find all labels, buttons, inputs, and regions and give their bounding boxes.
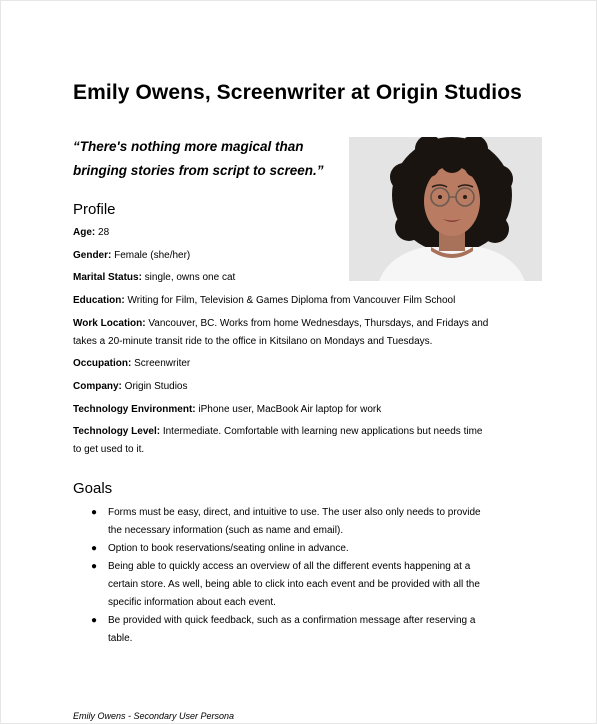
profile-field-education xyxy=(73,292,455,310)
field-value-line-2: to get used to it. xyxy=(73,444,145,455)
field-value: Writing for Film, Television & Games Diploma from Vancouver Film School xyxy=(124,295,456,306)
goal-line: table. xyxy=(108,633,133,644)
document-title: Emily Owens, Screenwriter at Origin Studios xyxy=(73,81,522,104)
field-value: iPhone user, MacBook Air laptop for work xyxy=(195,404,382,415)
quote-line-1: “There's nothing more magical than xyxy=(73,139,304,154)
field-value: Origin Studios xyxy=(121,381,188,392)
quote-line-2: bringing stories from script to screen.” xyxy=(73,163,324,178)
profile-field-gender xyxy=(73,247,190,265)
field-value: Female (she/her) xyxy=(111,250,191,261)
goal-line: Forms must be easy, direct, and intuitive to use. The user also only needs to provide xyxy=(108,507,481,518)
goal-line: certain store. As well, being able to click into each event and be provided with all the xyxy=(108,579,480,590)
list-item xyxy=(73,540,523,558)
field-label: Technology Level: xyxy=(73,426,161,437)
field-label: Technology Environment: xyxy=(73,404,196,415)
persona-photo xyxy=(349,137,542,281)
goal-line: the necessary information (such as name and email). xyxy=(108,525,344,536)
field-label: Company: xyxy=(73,381,122,392)
field-label: Education: xyxy=(73,295,125,306)
page-footer: Emily Owens - Secondary User Persona xyxy=(73,711,235,721)
profile-field-marital-status xyxy=(73,269,235,287)
field-value: Vancouver, BC. Works from home Wednesdays, Thursdays, and Fridays and xyxy=(145,318,489,329)
goal-line: Being able to quickly access an overview of all the different events happening at a xyxy=(108,561,471,572)
field-label: Age: xyxy=(73,227,96,238)
profile-heading: Profile xyxy=(73,201,116,218)
field-value: 28 xyxy=(95,227,110,238)
profile-field-technology-environment xyxy=(73,401,381,419)
bullet-icon: ● xyxy=(91,507,98,518)
list-item xyxy=(73,504,523,540)
profile-field-occupation xyxy=(73,355,190,373)
bullet-icon: ● xyxy=(91,543,98,554)
list-item xyxy=(73,612,523,648)
profile-field-technology-level xyxy=(73,423,482,459)
persona-quote xyxy=(73,135,343,183)
field-value-line-2: takes a 20-minute transit ride to the office in Kitsilano on Mondays and Tuesdays. xyxy=(73,336,433,347)
field-label: Gender: xyxy=(73,250,112,261)
profile-field-age xyxy=(73,224,109,242)
goal-line: Option to book reservations/seating online in advance. xyxy=(108,543,349,554)
field-value: single, owns one cat xyxy=(141,272,236,283)
list-item xyxy=(73,558,523,612)
field-value: Screenwriter xyxy=(131,358,191,369)
field-label: Marital Status: xyxy=(73,272,142,283)
persona-portrait-illustration xyxy=(349,137,542,281)
goal-line: Be provided with quick feedback, such as a confirmation message after reserving a xyxy=(108,615,476,626)
bullet-icon: ● xyxy=(91,561,98,572)
goal-line: specific information about each event. xyxy=(108,597,276,608)
goals-list xyxy=(73,504,523,648)
field-label: Occupation: xyxy=(73,358,132,369)
field-label: Work Location: xyxy=(73,318,146,329)
bullet-icon: ● xyxy=(91,615,98,626)
profile-field-company xyxy=(73,378,188,396)
goals-heading: Goals xyxy=(73,480,113,497)
profile-field-work-location xyxy=(73,315,488,351)
field-value: Intermediate. Comfortable with learning new applications but needs time xyxy=(160,426,483,437)
